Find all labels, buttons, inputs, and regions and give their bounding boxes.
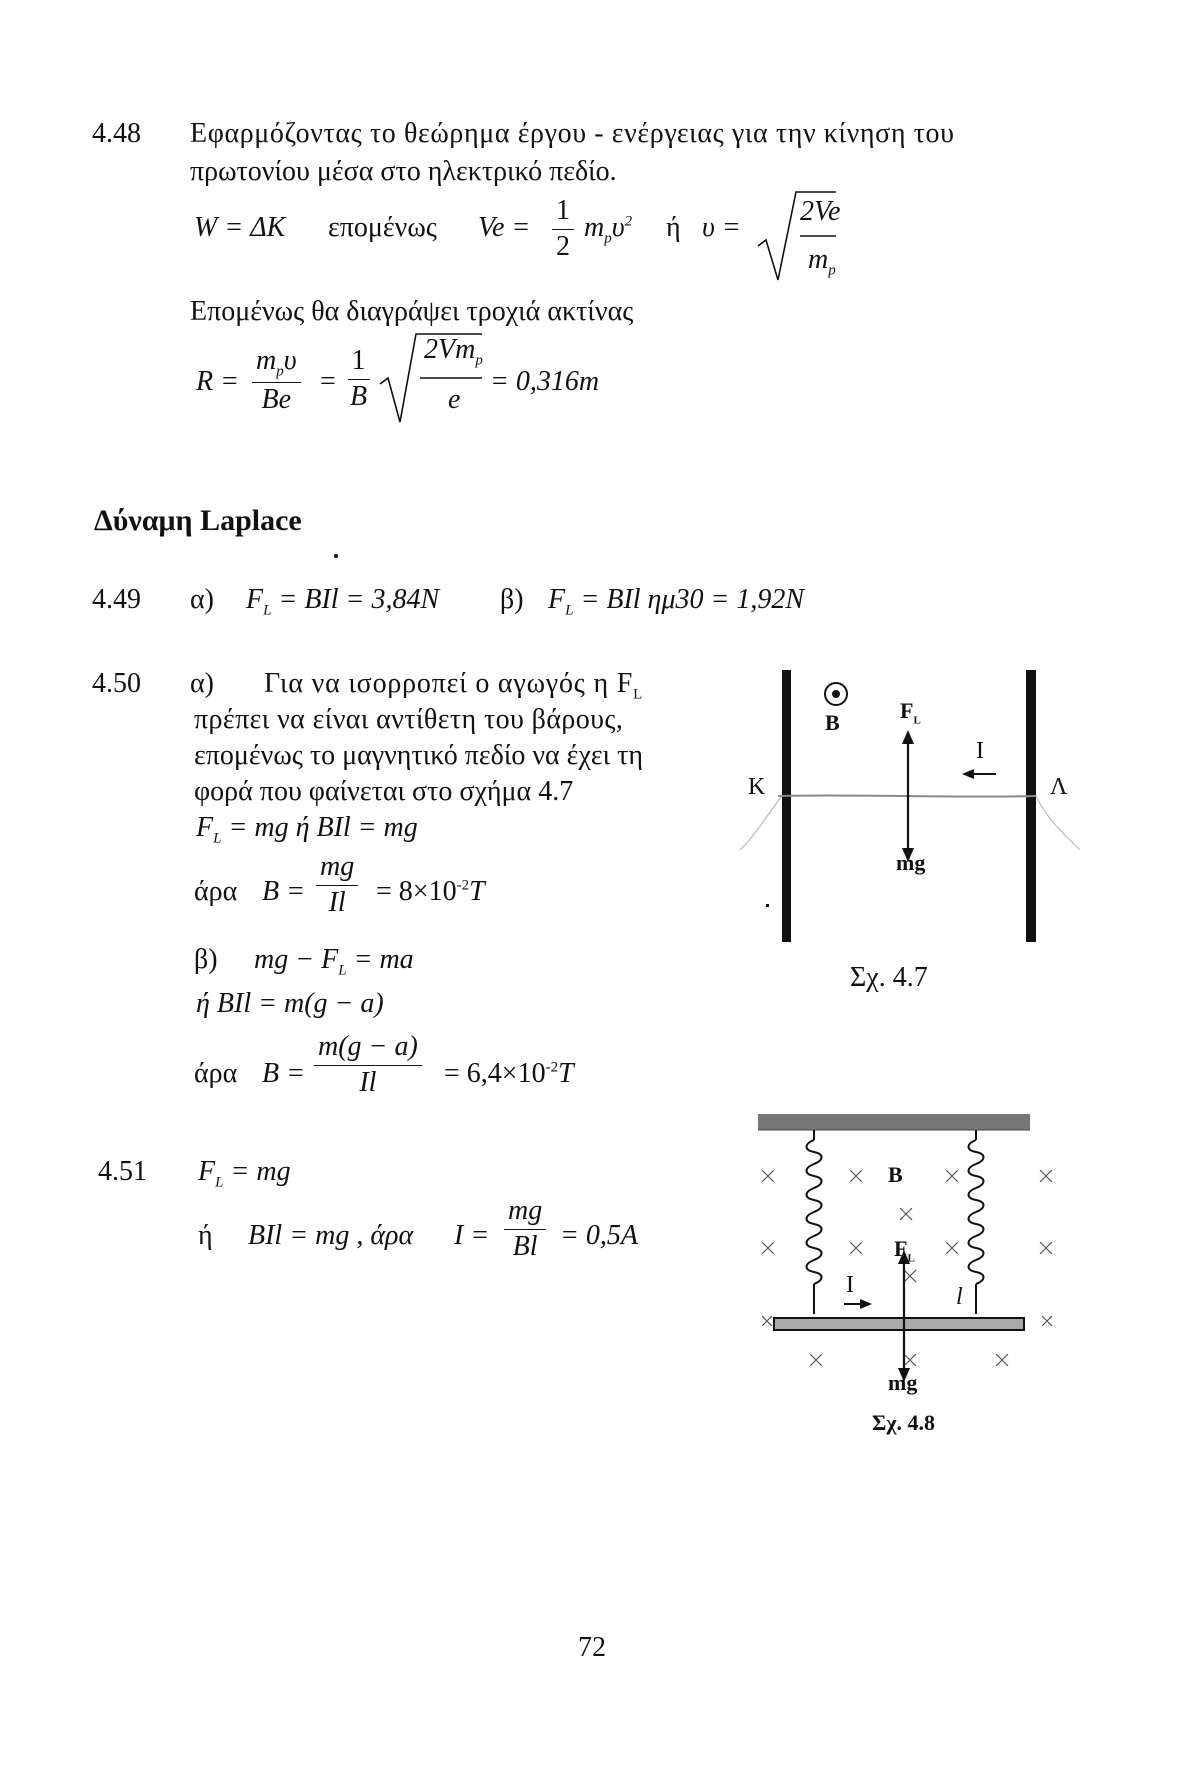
- p448-eq1-frac: $\frac{1}{2}$: [548, 196, 578, 263]
- p450-line2: πρέπει να είναι αντίθετη του βάρους,: [194, 704, 624, 735]
- p450-line1: Για να ισορροπεί ο αγωγός η $F_L$: [264, 668, 644, 703]
- section-heading: Δύναμη Laplace: [94, 504, 302, 537]
- p450-a: α): [190, 668, 214, 699]
- fig47-label-K: K: [748, 774, 766, 800]
- p451-eq1: $F_L$ = mg: [198, 1156, 291, 1191]
- p449-b: β): [500, 584, 524, 615]
- field-out-of-page-icon: [825, 683, 847, 705]
- lead-wire-left: [740, 796, 782, 850]
- p448-r-frac1: $\frac{m_p\upsilon}{Be}$: [248, 346, 305, 416]
- p448-eq1-u: υ =: [702, 212, 741, 243]
- p449-a: α): [190, 584, 214, 615]
- p448-eq1-word: επομένως: [328, 212, 437, 243]
- p451-eq2-I: I =: [454, 1220, 490, 1251]
- p448-line2: πρωτονίου μέσα στο ηλεκτρικό πεδίο.: [190, 156, 617, 187]
- p451-eq2: BIl = mg , άρα: [248, 1220, 414, 1251]
- p450-line3: επομένως το μαγνητικό πεδίο να έχει τη: [194, 740, 644, 771]
- p450-eq4: ή BIl = m(g − a): [196, 988, 384, 1019]
- p451-or: ή: [198, 1220, 213, 1251]
- fig47-label-mg: mg: [896, 850, 926, 875]
- p450-eq5-frac: $\frac{m(g - a)}{Il}$: [310, 1032, 426, 1099]
- p450-eq2-B: B =: [262, 876, 305, 907]
- lead-wire-right: [1036, 796, 1080, 850]
- p450-eq5-ara: άρα: [194, 1058, 238, 1089]
- field-into-page-crosses: [762, 1170, 1052, 1366]
- p450-eq3: mg − $F_L$ = ma: [254, 944, 414, 979]
- p450-eq2-frac: $\frac{mg}{Il}$: [312, 852, 362, 919]
- left-spring-icon: [807, 1130, 822, 1314]
- p450-eq2-ara: άρα: [194, 876, 238, 907]
- p449-a-eq: $F_L$ = BIl = 3,84N: [246, 584, 440, 619]
- right-spring-icon: [969, 1130, 984, 1314]
- ceiling-support: [758, 1114, 1030, 1130]
- problem-number-4-50: 4.50: [92, 668, 141, 699]
- p448-r-eq: =: [320, 366, 336, 397]
- fig48-label-mg: mg: [888, 1370, 918, 1395]
- p451-eq2-frac: $\frac{mg}{Bl}$: [500, 1196, 550, 1263]
- p448-line3: Επομένως θα διαγράψει τροχιά ακτίνας: [190, 296, 634, 327]
- p448-r-result: = 0,316m: [490, 366, 600, 397]
- fig48-label-F: $F_L$: [894, 1236, 915, 1265]
- stray-dot: [334, 554, 338, 558]
- fig48-label-l: l: [956, 1284, 963, 1310]
- p448-eq1-den: $m_p$: [808, 244, 836, 279]
- p449-b-eq: $F_L$ = BIl ημ30 = 1,92N: [548, 584, 805, 619]
- force-arrow-up-icon: [902, 730, 914, 744]
- fig47-label-B: B: [825, 710, 840, 735]
- current-arrow-left-icon: [962, 769, 974, 779]
- p448-r-frac2: $\frac{1}{B}$: [342, 346, 375, 413]
- fig47-caption: Σχ. 4.7: [850, 962, 928, 993]
- p450-b: β): [194, 944, 218, 975]
- current-arrow-right-icon: [860, 1299, 872, 1309]
- problem-number-4-48: 4.48: [92, 118, 141, 149]
- p448-r-num2: $2Vm_p$: [424, 334, 483, 369]
- figure-4-8: [750, 1110, 1080, 1390]
- p448-eq1-num: 2Ve: [800, 196, 841, 227]
- fig47-label-Lambda: Λ: [1050, 774, 1068, 800]
- p448-line1: Εφαρμόζοντας το θεώρημα έργου - ενέργειας για την κίνηση του: [190, 118, 955, 149]
- left-rail: [782, 670, 791, 942]
- p450-eq5-B: B =: [262, 1058, 305, 1089]
- p448-eq1-or: ή: [666, 212, 681, 243]
- stray-dot: [766, 904, 769, 907]
- p448-eq1-left: W = ΔK: [194, 212, 286, 243]
- p450-eq1: $F_L$ = mg ή BIl = mg: [196, 812, 418, 847]
- p448-r-den2: e: [448, 384, 461, 415]
- p448-eq1-mpu: $m_p\upsilon^2$: [584, 212, 633, 247]
- p450-eq5-result: = $6,4\times 10^{-2}T$: [444, 1058, 574, 1089]
- p451-eq2-result: = 0,5A: [560, 1220, 638, 1251]
- fig48-caption: Σχ. 4.8: [872, 1410, 936, 1435]
- p450-eq2-result: = $8\times 10^{-2}T$: [376, 876, 485, 907]
- problem-number-4-51: 4.51: [98, 1156, 147, 1187]
- p450-line4: φορά που φαίνεται στο σχήμα 4.7: [194, 776, 574, 807]
- fig47-label-F: $F_L$: [900, 698, 921, 727]
- right-rail: [1026, 670, 1036, 942]
- problem-number-4-49: 4.49: [92, 584, 141, 615]
- p448-eq1-ve: Ve =: [478, 212, 531, 243]
- fig48-label-I: I: [846, 1272, 854, 1298]
- fig48-label-B: B: [888, 1162, 903, 1187]
- page-number: 72: [578, 1632, 606, 1663]
- p448-r-left: R =: [196, 366, 239, 397]
- conductor-bar: [774, 1318, 1024, 1330]
- fig47-label-I: I: [976, 738, 984, 764]
